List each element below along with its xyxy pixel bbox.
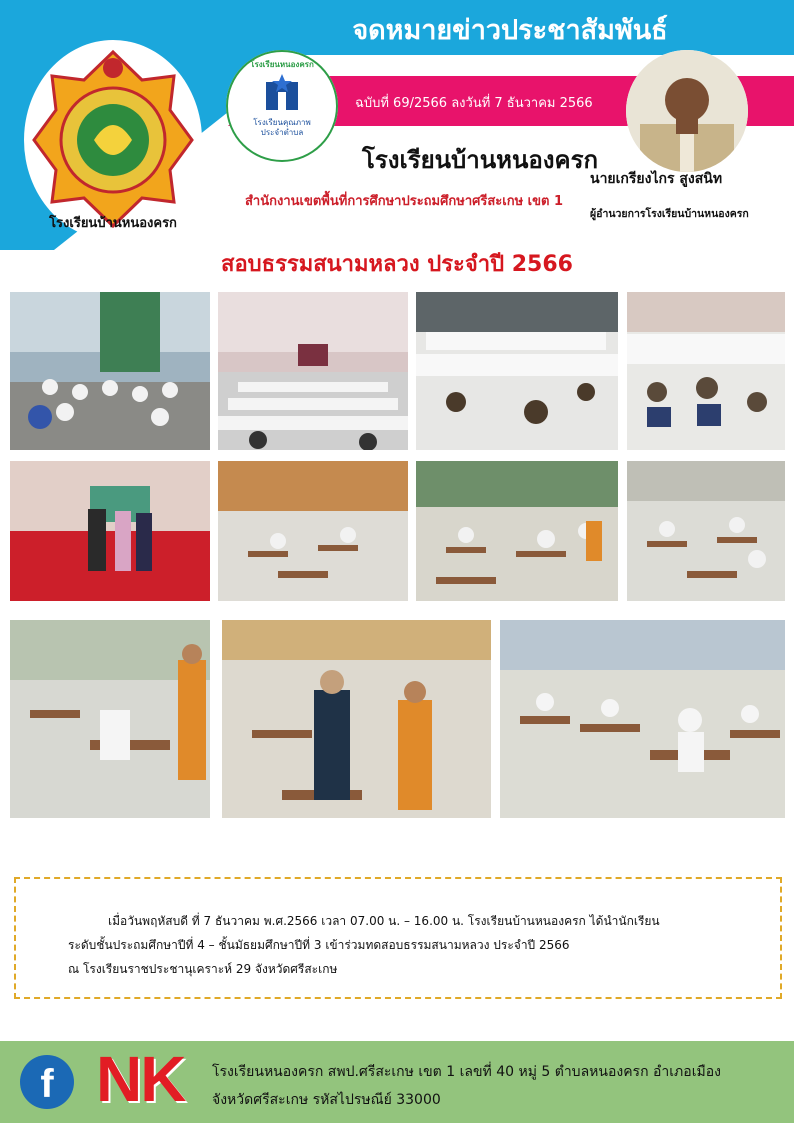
newsletter-title: จดหมายข่าวประชาสัมพันธ์ [352, 15, 668, 46]
school-emblem [24, 40, 202, 240]
school-name: โรงเรียนบ้านหนองครก [361, 146, 598, 174]
badge-top-text: โรงเรียนหนองครก [250, 60, 314, 69]
description-box [14, 877, 782, 999]
photo-classroom-2 [416, 461, 618, 601]
facebook-icon[interactable]: f [20, 1055, 74, 1109]
photo-exam-students [500, 620, 785, 818]
badge-text: โรงเรียนคุณภาพ ประจำตำบล [253, 118, 311, 137]
description-line-1: เมื่อวันพฤหัสบดี ที่ 7 ธันวาคม พ.ศ.2566 เวลา 07.00 น. – 16.00 น. โรงเรียนบ้านหนองครก ได้นำนักเรียน [108, 914, 660, 928]
photo-students-floor [416, 292, 618, 450]
issue-info: ฉบับที่ 69/2566 ลงวันที่ 7 ธันวาคม 2566 [355, 96, 593, 111]
photo-classroom-1 [218, 461, 408, 601]
quality-school-badge [226, 50, 338, 162]
address-line-2: จังหวัดศรีสะเกษ รหัสไปรษณีย์ 33000 [212, 1092, 441, 1108]
photo-exam-monk-1 [10, 620, 210, 818]
headline: สอบธรรมสนามหลวง ประจำปี 2566 [221, 252, 573, 277]
photo-assembly-hall [218, 292, 408, 450]
photo-students-kneeling [627, 292, 785, 450]
director-name: นายเกรียงไกร สูงสนิท [590, 171, 723, 187]
director-photo [626, 50, 748, 172]
photo-students-outdoors [10, 292, 210, 450]
badge-star-icon [260, 72, 304, 116]
description-line-3: ณ โรงเรียนราชประชานุเคราะห์ 29 จังหวัดศรีสะเกษ [68, 962, 338, 976]
description-line-2: ระดับชั้นประถมศึกษาปีที่ 4 – ชั้นมัธยมศึกษาปีที่ 3 เข้าร่วมทดสอบธรรมสนามหลวง ประจำปี 2566 [68, 938, 570, 952]
description-paragraph [68, 909, 768, 981]
footer-address [212, 1058, 721, 1114]
photo-classroom-3 [627, 461, 785, 601]
emblem-caption: โรงเรียนบ้านหนองครก [49, 216, 177, 231]
education-office: สำนักงานเขตพื้นที่การศึกษาประถมศึกษาศรีสะเกษ เขต 1 [245, 194, 564, 209]
address-line-1: โรงเรียนหนองครก สพป.ศรีสะเกษ เขต 1 เลขที่ 40 หมู่ 5 ตำบลหนองครก อำเภอเมือง [212, 1064, 721, 1080]
director-title: ผู้อำนวยการโรงเรียนบ้านหนองครก [590, 208, 749, 220]
photo-exam-monk-2 [222, 620, 491, 818]
nk-logo: NK [96, 1043, 185, 1115]
photo-teachers-stage [10, 461, 210, 601]
